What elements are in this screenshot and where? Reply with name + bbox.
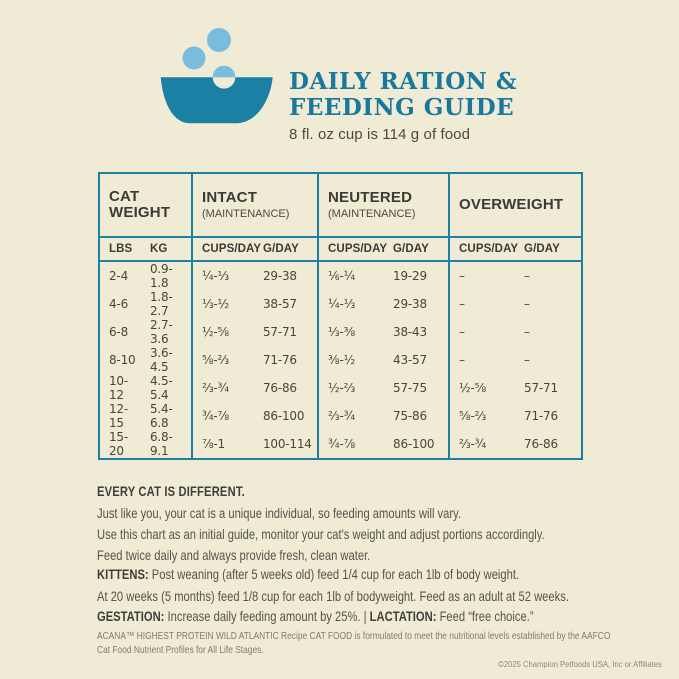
cell-kg: 4.5-5.4 <box>150 374 173 402</box>
cell-cups-overweight: – <box>449 261 515 290</box>
cell-gday-neutered: 75-86 <box>393 409 427 423</box>
note-line: Just like you, your cat is a unique individual, so feeding amounts will vary. <box>97 505 461 521</box>
divider: | <box>363 608 367 624</box>
kittens-line1 <box>97 563 569 585</box>
cell-cups-neutered: ⅔-¾ <box>318 402 384 430</box>
lactation-text: Feed “free choice.” <box>439 608 534 624</box>
table-row <box>99 430 582 459</box>
cell-gday-neutered: 29-38 <box>393 297 427 311</box>
fine-print <box>97 629 610 657</box>
cell-gday-intact: 38-57 <box>263 297 297 311</box>
gestation-label: GESTATION: <box>97 608 165 624</box>
col-header-gday-intact: G/DAY <box>254 237 318 261</box>
kibble-circle-icon <box>183 47 206 70</box>
cell-gday-neutered: 86-100 <box>393 437 435 451</box>
kibble-circle-icon <box>207 28 231 52</box>
cell-cups-overweight: ⅝-⅔ <box>449 402 515 430</box>
bowl-kibble-icon <box>158 27 275 127</box>
cup-weight-note: 8 fl. oz cup is 114 g of food <box>289 126 471 143</box>
cell-cups-neutered: ½-⅔ <box>318 374 384 402</box>
cell-gday-intact: 57-71 <box>263 325 297 339</box>
group-title: OVERWEIGHT <box>459 196 564 213</box>
cell-cups-neutered: ¾-⅞ <box>318 430 384 459</box>
cell-cups-overweight: ½-⅝ <box>449 374 515 402</box>
cell-gday-intact: 76-86 <box>263 381 297 395</box>
cell-cups-overweight: – <box>449 318 515 346</box>
cell-cups-intact: ¼-⅓ <box>192 261 254 290</box>
cell-gday-neutered: 19-29 <box>393 269 427 283</box>
group-header-intact <box>192 173 318 237</box>
cell-gday-intact: 71-76 <box>263 353 297 367</box>
group-header-cat-weight <box>99 173 192 237</box>
note-line: Feed twice daily and always provide fresh, clean water. <box>97 547 371 563</box>
col-header-gday-overweight: G/DAY <box>515 237 582 261</box>
cell-gday-overweight: 76-86 <box>524 437 558 451</box>
cell-kg: 0.9-1.8 <box>150 262 173 290</box>
cell-gday-intact: 29-38 <box>263 269 297 283</box>
cell-cups-neutered: ⅜-½ <box>318 346 384 374</box>
notes-heading: EVERY CAT IS DIFFERENT. <box>97 483 245 499</box>
feeding-table <box>98 172 583 460</box>
cell-cups-intact: ⅔-¾ <box>192 374 254 402</box>
cell-gday-overweight: – <box>524 269 530 283</box>
group-subtitle: (MAINTENANCE) <box>328 207 416 220</box>
cell-cups-overweight: ⅔-¾ <box>449 430 515 459</box>
cell-gday-overweight: 71-76 <box>524 409 558 423</box>
group-header-row <box>99 173 582 237</box>
col-header-kg: KG <box>141 237 192 261</box>
page-title-line2: FEEDING GUIDE <box>289 94 515 121</box>
col-header-cups-neutered: CUPS/DAY <box>318 237 384 261</box>
notes-section <box>97 483 611 663</box>
cell-cups-overweight: – <box>449 346 515 374</box>
cell-cups-intact: ⅓-½ <box>192 290 254 318</box>
column-header-row <box>99 237 582 261</box>
kittens-note <box>97 563 569 607</box>
cell-cups-intact: ⅝-⅔ <box>192 346 254 374</box>
cell-lbs: 12-15 <box>109 402 128 430</box>
cell-cups-neutered: ¼-⅓ <box>318 290 384 318</box>
cell-gday-neutered: 38-43 <box>393 325 427 339</box>
cell-lbs: 10-12 <box>109 374 128 402</box>
cell-cups-neutered: ⅙-¼ <box>318 261 384 290</box>
table-row <box>99 402 582 430</box>
cell-cups-overweight: – <box>449 290 515 318</box>
cell-gday-intact: 100-114 <box>263 437 312 451</box>
cell-lbs: 4-6 <box>109 297 128 311</box>
cell-kg: 1.8-2.7 <box>150 290 173 318</box>
cell-lbs: 6-8 <box>109 325 128 339</box>
cell-gday-neutered: 57-75 <box>393 381 427 395</box>
cell-gday-intact: 86-100 <box>263 409 305 423</box>
group-title: INTACT <box>202 188 258 206</box>
note-line: Use this chart as an initial guide, monitor your cat's weight and adjust portions accordingly. <box>97 526 545 542</box>
cell-cups-intact: ½-⅝ <box>192 318 254 346</box>
cell-gday-neutered: 43-57 <box>393 353 427 367</box>
cell-gday-overweight: 57-71 <box>524 381 558 395</box>
group-subtitle: (MAINTENANCE) <box>202 207 290 220</box>
table-row <box>99 290 582 318</box>
cell-gday-overweight: – <box>524 297 530 311</box>
gestation-lactation-note <box>97 608 534 624</box>
group-title: CAT WEIGHT <box>109 188 171 221</box>
kittens-label: KITTENS: <box>97 566 149 582</box>
group-title: NEUTERED <box>328 188 413 206</box>
cell-kg: 6.8-9.1 <box>150 430 173 458</box>
cell-cups-intact: ⅞-1 <box>192 430 254 459</box>
cell-kg: 2.7-3.6 <box>150 318 173 346</box>
gestation-text: Increase daily feeding amount by 25%. <box>167 608 361 624</box>
cell-kg: 3.6-4.5 <box>150 346 173 374</box>
fine-print-line1: ACANA™ HIGHEST PROTEIN WILD ATLANTIC Recipe CAT FOOD is formulated to meet the nutritional levels established by the AAFCO <box>97 630 611 642</box>
cell-cups-neutered: ⅓-⅜ <box>318 318 384 346</box>
kittens-text1: Post weaning (after 5 weeks old) feed 1/4 cup for each 1lb of body weight. <box>151 566 520 582</box>
col-header-lbs: LBS <box>99 237 141 261</box>
cell-gday-overweight: – <box>524 353 530 367</box>
table-row <box>99 346 582 374</box>
col-header-cups-intact: CUPS/DAY <box>192 237 254 261</box>
page-title-line1: DAILY RATION & <box>289 68 518 95</box>
cell-cups-intact: ¾-⅞ <box>192 402 254 430</box>
group-header-overweight <box>449 173 582 237</box>
notes-body <box>97 503 545 566</box>
cell-lbs: 2-4 <box>109 269 128 283</box>
col-header-cups-overweight: CUPS/DAY <box>449 237 515 261</box>
fine-print-line2: Cat Food Nutrient Profiles for All Life Stages. <box>97 644 264 656</box>
cell-lbs: 15-20 <box>109 430 128 458</box>
cell-kg: 5.4-6.8 <box>150 402 173 430</box>
table-row <box>99 318 582 346</box>
cell-gday-overweight: – <box>524 325 530 339</box>
header <box>289 69 517 143</box>
group-header-neutered <box>318 173 449 237</box>
lactation-label: LACTATION: <box>369 608 437 624</box>
table-row <box>99 374 582 402</box>
kittens-line2: At 20 weeks (5 months) feed 1/8 cup for each 1lb of bodyweight. Feed as an adult at 52 weeks. <box>97 588 569 604</box>
col-header-gday-neutered: G/DAY <box>384 237 449 261</box>
table-row <box>99 261 582 290</box>
cell-lbs: 8-10 <box>109 353 136 367</box>
copyright-notice: ©2025 Champion Petfoods USA, Inc or Affiliates <box>498 659 662 669</box>
